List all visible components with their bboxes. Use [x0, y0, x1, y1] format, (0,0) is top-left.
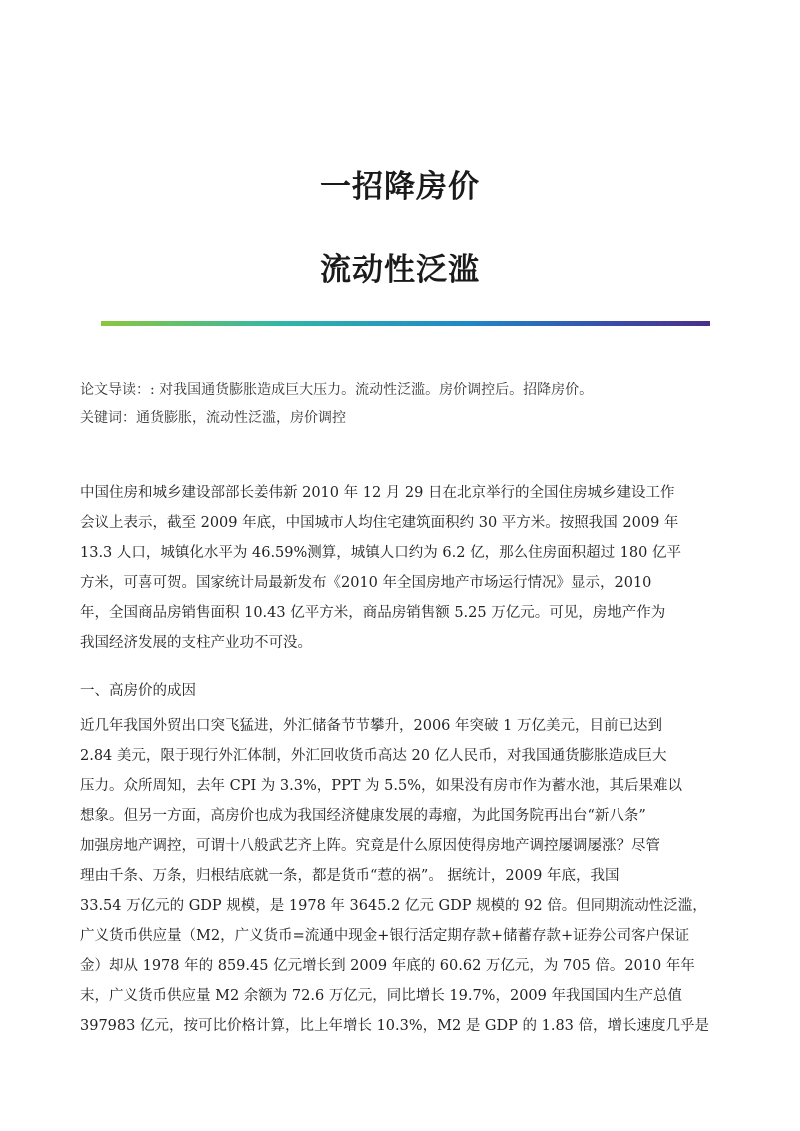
paragraph-line: 理由千条、万条，归根结底就一条，都是货币“惹的祸”。 据统计，2009 年底，我国	[80, 868, 620, 884]
paragraph-line: 中国住房和城乡建设部部长姜伟新 2010 年 12 月 29 日在北京举行的全国住房城乡建设工作	[80, 485, 675, 501]
paragraph-line: 方米，可喜可贺。国家统计局最新发布《2010 年全国房地产市场运行情况》显示，2010	[80, 575, 652, 591]
paragraph-line: 我国经济发展的支柱产业功不可没。	[80, 635, 312, 651]
paragraph-line: 末，广义货币供应量 M2 余额为 72.6 万亿元，同比增长 19.7%，2009 年我国国内生产总值	[80, 988, 682, 1004]
section-heading: 一、高房价的成因	[80, 683, 196, 699]
paragraph-line: 压力。众所周知，去年 CPI 为 3.3%，PPT 为 5.5%，如果没有房市作为蓄水池，其后果难以	[80, 778, 682, 794]
paragraph-line: 广义货币供应量（M2，广义货币=流通中现金+银行活定期存款+储蓄存款+证券公司客户保证	[80, 928, 690, 944]
paragraph-causes	[80, 711, 720, 1041]
paragraph-intro	[80, 478, 720, 658]
paragraph-line: 397983 亿元，按可比价格计算，比上年增长 10.3%，M2 是 GDP 的 1.83 倍，增长速度几乎是	[80, 1018, 709, 1034]
article-lead: 论文导读：: 对我国通货膨胀造成巨大压力。流动性泛滥。房价调控后。招降房价。	[80, 382, 594, 398]
paragraph-line: 33.54 万亿元的 GDP 规模，是 1978 年 3645.2 亿元 GDP 规模的 92 倍。但同期流动性泛滥，	[80, 898, 707, 914]
paragraph-line: 会议上表示，截至 2009 年底，中国城市人均住宅建筑面积约 30 平方米。按照我国 2009 年	[80, 515, 679, 531]
gradient-divider	[101, 321, 710, 326]
paragraph-line: 金）却从 1978 年的 859.45 亿元增长到 2009 年底的 60.62 万亿元，为 705 倍。2010 年年	[80, 958, 695, 974]
paragraph-line: 加强房地产调控，可谓十八般武艺齐上阵。究竟是什么原因使得房地产调控屡调屡涨？尽管	[80, 838, 660, 854]
paragraph-line: 13.3 人口，城镇化水平为 46.59%测算，城镇人口约为 6.2 亿，那么住房面积超过 180 亿平	[80, 545, 681, 561]
document-title-line-2: 流动性泛滥	[320, 252, 480, 288]
paragraph-line: 想象。但另一方面，高房价也成为我国经济健康发展的毒瘤，为此国务院再出台“新八条”	[80, 808, 646, 824]
paragraph-line: 近几年我国外贸出口突飞猛进，外汇储备节节攀升，2006 年突破 1 万亿美元，目前已达到	[80, 718, 662, 734]
paragraph-line: 年，全国商品房销售面积 10.43 亿平方米，商品房销售额 5.25 万亿元。可见，房地产作为	[80, 605, 666, 621]
document-title-line-1: 一招降房价	[320, 169, 480, 205]
article-keywords: 关键词：通货膨胀，流动性泛滥，房价调控	[80, 410, 346, 426]
paragraph-line: 2.84 美元，限于现行外汇体制，外汇回收货币高达 20 亿人民币，对我国通货膨胀造成巨大	[80, 748, 667, 764]
